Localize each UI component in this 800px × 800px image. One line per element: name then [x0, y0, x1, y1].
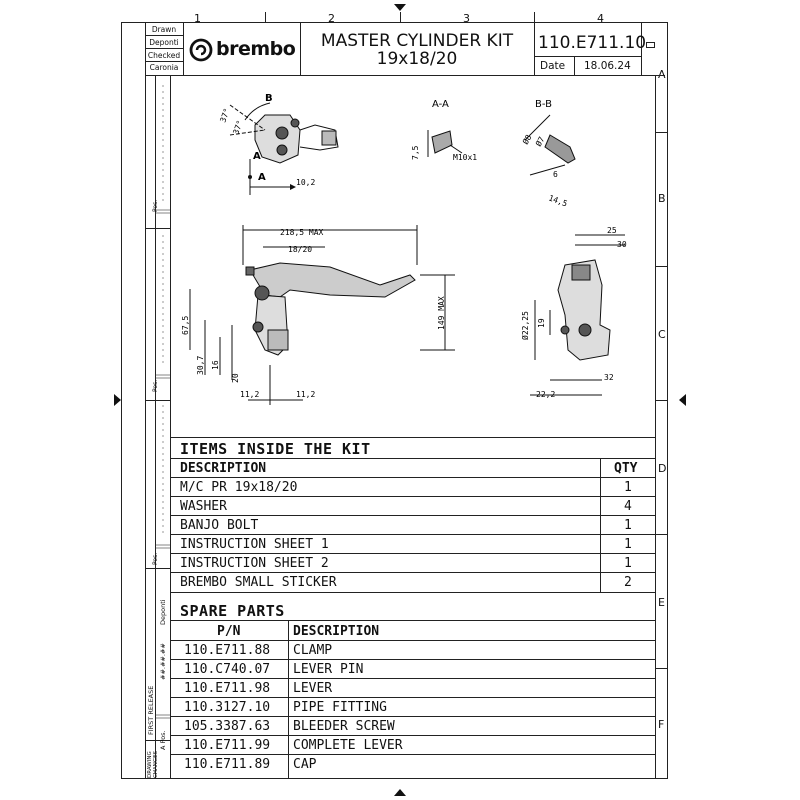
top-view-label-a2: A	[258, 172, 266, 183]
drawing-title-line1: MASTER CYLINDER KIT	[320, 31, 514, 51]
strip-hash: ##.##.##	[159, 643, 167, 680]
sig-checked: Checked	[147, 51, 181, 60]
spares-row-6-desc: COMPLETE LEVER	[293, 738, 403, 753]
spares-section-title: SPARE PARTS	[180, 602, 285, 620]
spares-row-7-pn: 110.E711.89	[184, 757, 271, 772]
row-letter-b: B	[658, 192, 666, 205]
front-view-height: 149 MAX	[437, 296, 446, 330]
front-view-d6: 11,2	[296, 390, 316, 399]
front-view-d2: 30,7	[196, 355, 205, 375]
spares-row-2-desc: LEVER PIN	[293, 662, 364, 677]
row-letter-e: E	[658, 596, 665, 609]
strip-first-release: FIRST RELEASE	[147, 685, 155, 735]
technical-drawing	[170, 75, 655, 435]
front-view-d3: 16	[211, 360, 220, 370]
spares-row-7-desc: CAP	[293, 757, 317, 772]
row-letter-d: D	[658, 462, 667, 475]
brembo-wordmark: brembo	[216, 38, 296, 60]
row-letter-a: A	[658, 68, 666, 81]
spares-row-2-pn: 110.C740.07	[184, 662, 271, 677]
top-view-angle2: 37°	[231, 119, 245, 136]
sig-drawn: Drawn	[151, 25, 177, 34]
items-col-qty: QTY	[614, 461, 638, 476]
items-row-6-qty: 2	[624, 575, 632, 590]
spares-row-6-pn: 110.E711.99	[184, 738, 271, 753]
revision-box	[646, 42, 655, 48]
items-row-5-desc: INSTRUCTION SHEET 2	[180, 556, 329, 571]
spares-row-5-desc: BLEEDER SCREW	[293, 719, 395, 734]
top-view-label-a: A	[253, 151, 261, 162]
row-letter-f: F	[658, 718, 665, 731]
front-view-width: 218,5 MAX	[280, 228, 324, 237]
items-row-5-qty: 1	[624, 556, 632, 571]
section-bb-d4: 14,5	[547, 193, 569, 209]
front-view-d1: 67,5	[181, 315, 190, 335]
spares-row-4-pn: 110.3127.10	[184, 700, 271, 715]
top-view-label-b: B	[265, 93, 273, 104]
drawing-title-line2: 19x18/20	[376, 49, 458, 69]
side-view-d1: 25	[607, 226, 617, 235]
items-row-3-desc: BANJO BOLT	[180, 518, 259, 533]
section-bb-d3: 6	[553, 170, 558, 179]
items-row-3-qty: 1	[624, 518, 632, 533]
column-number-3: 3	[463, 12, 470, 25]
spares-row-1-pn: 110.E711.88	[184, 643, 271, 658]
items-row-1-desc: M/C PR 19x18/20	[180, 480, 298, 495]
front-view-d4: 20	[231, 373, 240, 383]
section-bb-d2: Ø7	[533, 135, 547, 148]
part-number: 110.E711.10	[538, 33, 647, 53]
side-view-d6: 22,2	[536, 390, 556, 399]
strip-pos-3: Pos.	[152, 552, 159, 565]
column-number-2: 2	[328, 12, 335, 25]
row-letter-c: C	[658, 328, 666, 341]
column-number-1: 1	[194, 12, 201, 25]
brembo-logo-icon	[188, 37, 214, 63]
items-row-4-desc: INSTRUCTION SHEET 1	[180, 537, 329, 552]
sig-caronia: Caronia	[149, 63, 179, 72]
strip-deponti: Deponti	[159, 599, 167, 625]
spares-row-3-desc: LEVER	[293, 681, 333, 696]
items-row-2-desc: WASHER	[180, 499, 227, 514]
spares-col-pn: P/N	[217, 624, 241, 639]
items-row-4-qty: 1	[624, 537, 632, 552]
date-value: 18.06.24	[584, 60, 631, 72]
strip-drawing-changes: DRAWING CHANGES	[147, 750, 159, 778]
top-view-angle1: 37°	[218, 107, 232, 124]
spares-row-1-desc: CLAMP	[293, 643, 333, 658]
items-col-description: DESCRIPTION	[180, 461, 267, 476]
side-view-d5: 32	[604, 373, 614, 382]
spares-row-3-pn: 110.E711.98	[184, 681, 271, 696]
strip-pos-2: Pos.	[152, 379, 159, 392]
top-view-dim: 10,2	[296, 178, 316, 187]
front-view-ratio: 18/20	[288, 245, 313, 254]
top-view	[230, 103, 338, 195]
section-aa-dim: 7,5	[411, 145, 420, 160]
items-row-2-qty: 4	[624, 499, 632, 514]
section-aa-label: A-A	[432, 99, 449, 110]
sig-deponti: Deponti	[149, 38, 179, 47]
side-view-d4: 19	[537, 318, 546, 328]
items-section-title: ITEMS INSIDE THE KIT	[180, 440, 371, 458]
date-label: Date	[540, 60, 566, 72]
section-bb-label: B-B	[535, 99, 552, 110]
spares-col-description: DESCRIPTION	[293, 624, 380, 639]
section-bb-d1: Ø8	[520, 133, 534, 146]
spares-row-4-desc: PIPE FITTING	[293, 700, 387, 715]
side-view-d3: Ø22,25	[521, 311, 530, 340]
strip-a-pos: A Pos.	[159, 730, 167, 750]
section-aa-thread: M10x1	[453, 153, 478, 162]
side-view-d2: 30	[617, 240, 627, 249]
strip-pos-1: Pos.	[152, 199, 159, 212]
items-row-1-qty: 1	[624, 480, 632, 495]
front-view-d5: 11,2	[240, 390, 260, 399]
items-row-6-desc: BREMBO SMALL STICKER	[180, 575, 337, 590]
spares-row-5-pn: 105.3387.63	[184, 719, 271, 734]
column-number-4: 4	[597, 12, 604, 25]
